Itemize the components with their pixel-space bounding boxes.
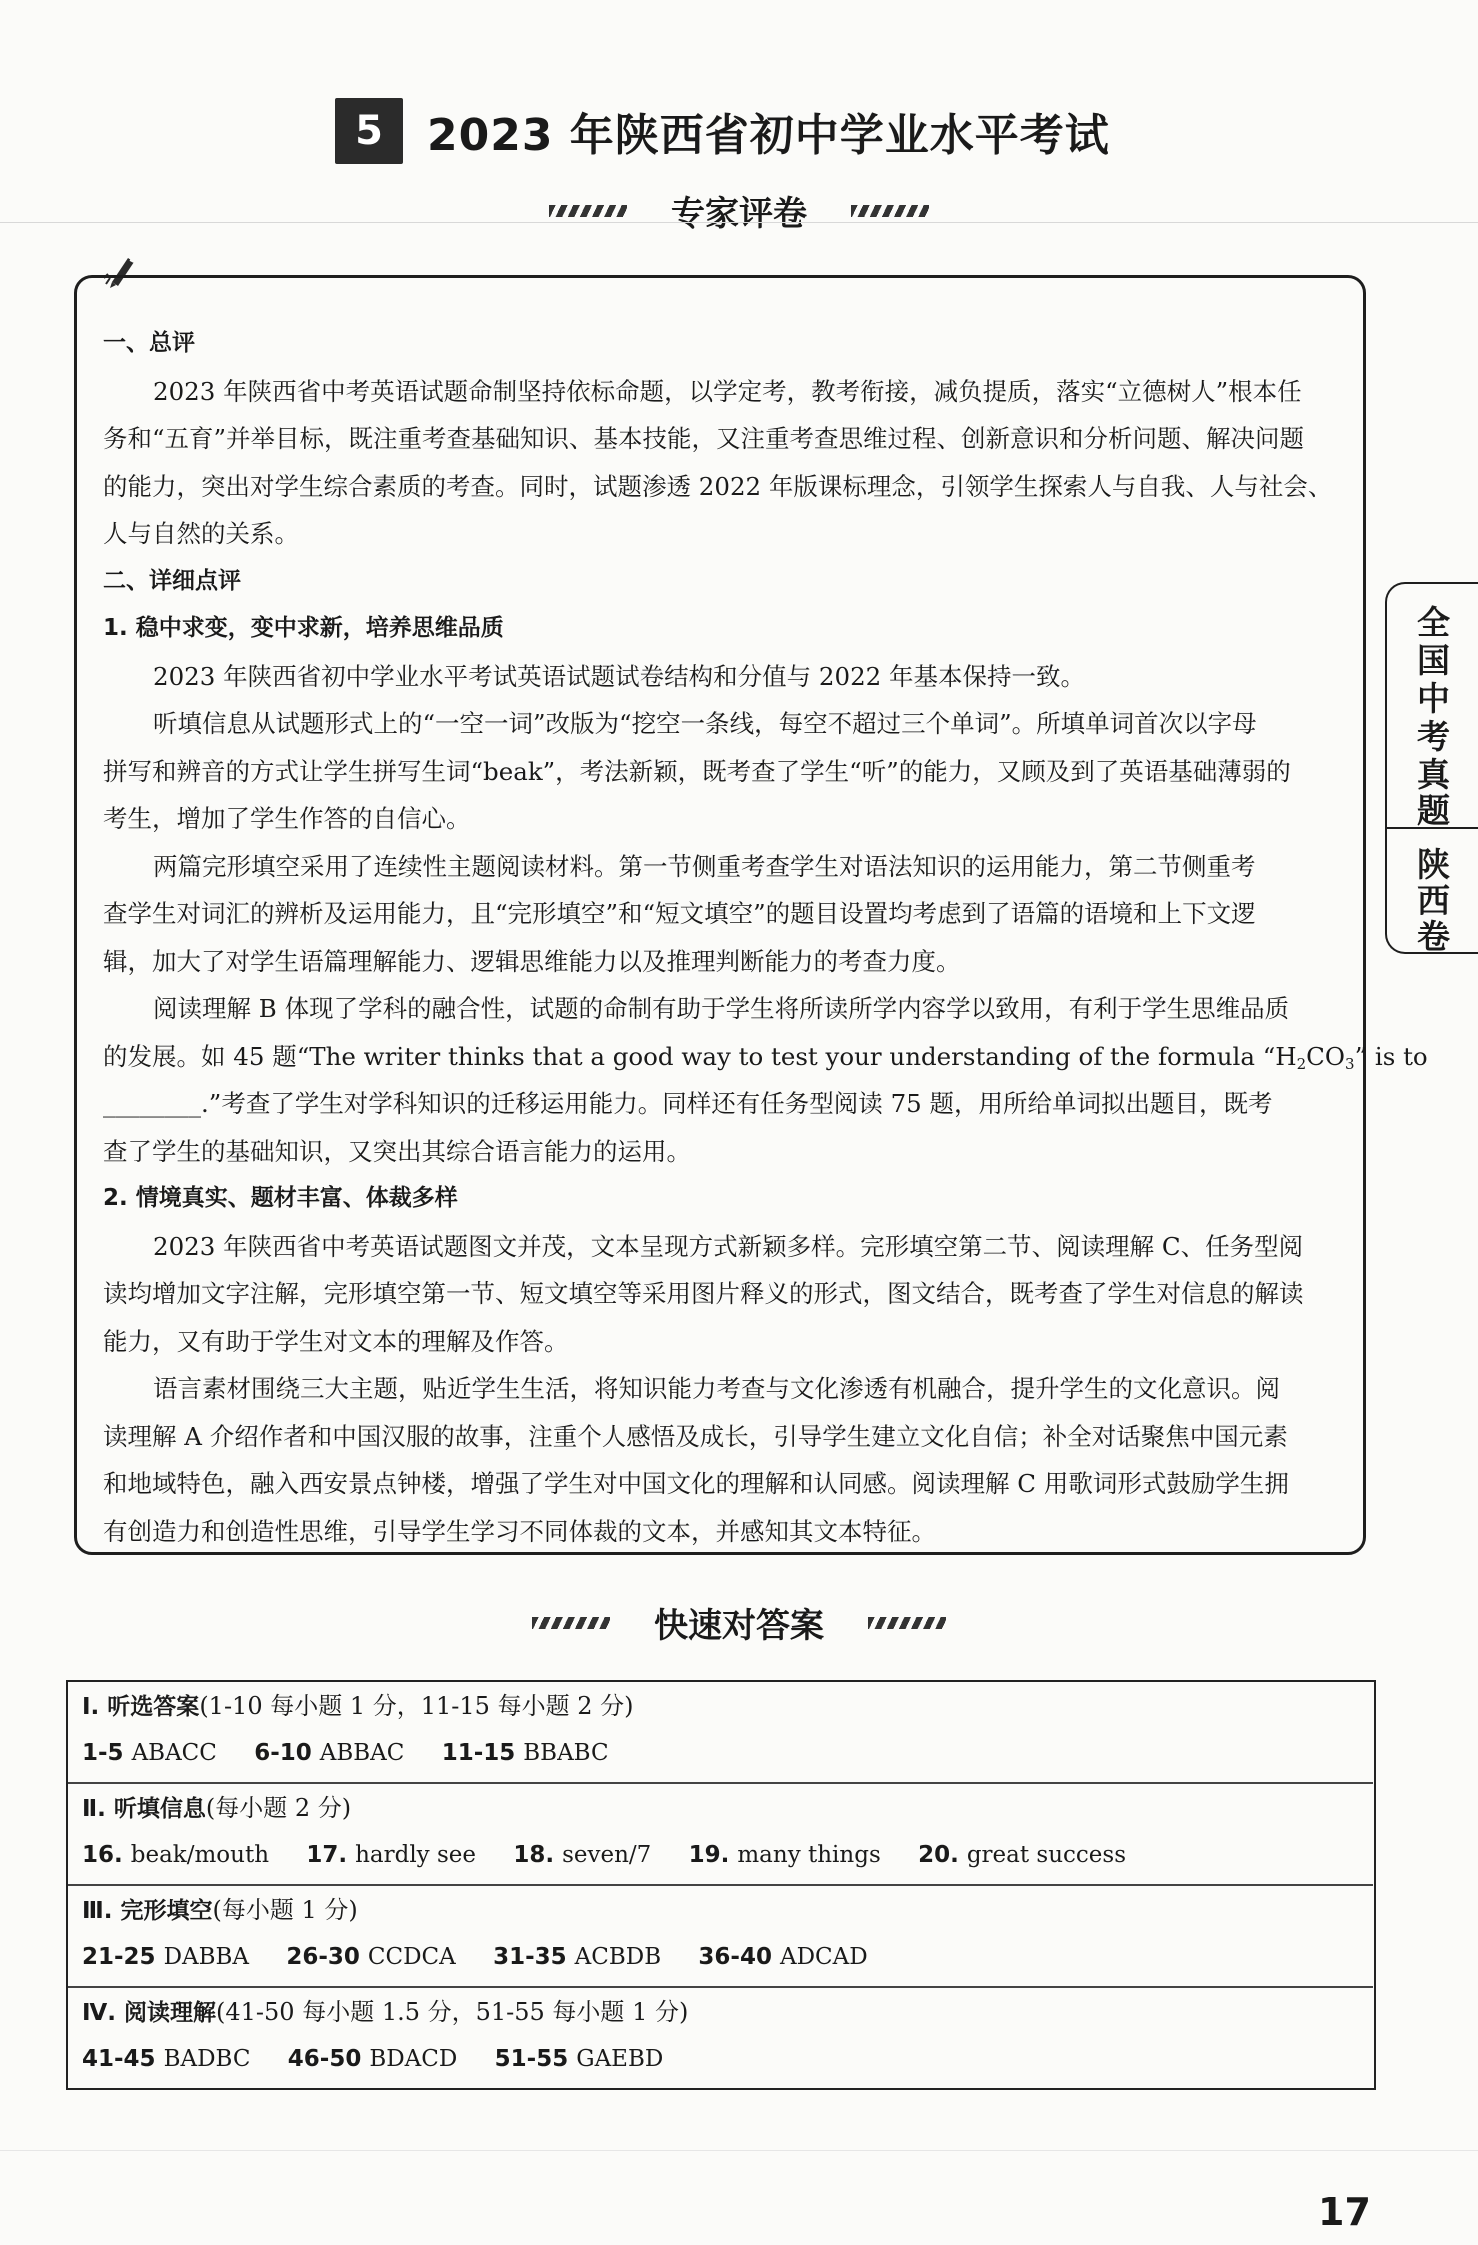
answer-range: 41-45 bbox=[82, 2046, 156, 2072]
decor-stripes-left bbox=[532, 1617, 610, 1629]
side-tab-char: 真 bbox=[1417, 755, 1450, 794]
review-text: 2023 年陕西省中考英语试题图文并茂，文本呈现方式新颖多样。完形填空第二节、阅读理解 C、任务型阅 bbox=[153, 1231, 1304, 1261]
answer-section-note: (1-10 每小题 1 分，11-15 每小题 2 分) bbox=[199, 1692, 634, 1720]
review-text: ” is to bbox=[1354, 1041, 1428, 1071]
review-text: 的能力，突出对学生综合素质的考查。同时，试题渗透 2022 年版课标理念，引领学生探索人与自我、人与社会、 bbox=[103, 471, 1333, 501]
review-text: 的发展。如 45 题“The writer thinks that a good way to test your understanding of the formula “H bbox=[103, 1041, 1297, 1071]
quick-answers-heading bbox=[0, 1598, 1478, 1647]
side-tab-char: 考 bbox=[1417, 717, 1450, 756]
review-text: 务和“五育”并举目标，既注重考查基础知识、基本技能，又注重考查思维过程、创新意识和分析问题、解决问题 bbox=[103, 424, 1305, 453]
answer-value: ADCAD bbox=[779, 1944, 868, 1970]
side-tab-char: 全 bbox=[1417, 603, 1450, 642]
expert-review-heading bbox=[0, 186, 1478, 235]
expert-review-box bbox=[74, 275, 1428, 1555]
chapter-header bbox=[335, 96, 1110, 166]
answer-section-listening-choice bbox=[68, 1682, 1373, 1776]
answer-range: 51-55 bbox=[494, 2046, 569, 2072]
review-text: 阅读理解 B 体现了学科的融合性，试题的命制有助于学生将所读所学内容学以致用，有利于学生思维品质 bbox=[153, 994, 1290, 1023]
side-tab-char: 题 bbox=[1417, 791, 1450, 830]
answer-range: 31-35 bbox=[493, 1944, 567, 1970]
answer-value: many things bbox=[737, 1842, 881, 1868]
answer-value: BBABC bbox=[523, 1740, 609, 1766]
side-tab bbox=[1385, 582, 1478, 954]
review-text: 语言素材围绕三大主题，贴近学生生活，将知识能力考查与文化渗透有机融合，提升学生的文化意识。阅 bbox=[153, 1374, 1280, 1403]
answer-range: 6-10 bbox=[254, 1740, 312, 1766]
answer-value: beak/mouth bbox=[130, 1842, 270, 1868]
review-text: 2023 年陕西省中考英语试题命制坚持依标命题，以学定考，教考衔接，减负提质，落实“立德树人”根本任 bbox=[153, 376, 1302, 406]
review-text: 查了学生的基础知识，又突出其综合语言能力的运用。 bbox=[103, 1136, 691, 1166]
answer-value: hardly see bbox=[355, 1842, 477, 1868]
side-tab-char: 国 bbox=[1417, 641, 1450, 680]
answer-range: 19. bbox=[688, 1842, 730, 1868]
review-text: 听填信息从试题形式上的“一空一词”改版为“挖空一条线，每空不超过三个单词”。所填单词首次以字母 bbox=[153, 709, 1257, 738]
answer-value: BADBC bbox=[163, 2046, 251, 2072]
decor-stripes-right bbox=[868, 1617, 946, 1629]
answer-range: 20. bbox=[918, 1842, 959, 1868]
answer-range: 18. bbox=[513, 1842, 555, 1868]
side-tab-char: 西 bbox=[1417, 881, 1450, 920]
answer-section-cloze bbox=[68, 1884, 1373, 1980]
answer-section-title: Ⅳ. 阅读理解 bbox=[82, 2000, 217, 2026]
answer-value: seven/7 bbox=[562, 1842, 652, 1868]
review-text: 辑，加大了对学生语篇理解能力、逻辑思维能力以及推理判断能力的考查力度。 bbox=[103, 946, 961, 976]
answer-section-title: Ⅱ. 听填信息 bbox=[82, 1796, 206, 1822]
answer-section-title: Ⅲ. 完形填空 bbox=[82, 1898, 213, 1924]
answer-value: DABBA bbox=[163, 1944, 250, 1970]
answer-value: ABBAC bbox=[319, 1740, 405, 1766]
review-text: 人与自然的关系。 bbox=[103, 519, 299, 548]
review-text-formula-line bbox=[103, 1033, 1428, 1081]
page-number: 17 bbox=[1318, 2190, 1371, 2234]
answer-value: BDACD bbox=[369, 2046, 458, 2072]
answer-range: 17. bbox=[306, 1842, 348, 1868]
side-tab-divider bbox=[1387, 827, 1478, 829]
answer-section-note: (41-50 每小题 1.5 分，51-55 每小题 1 分) bbox=[216, 1998, 689, 2026]
answer-range: 1-5 bbox=[82, 1740, 124, 1766]
review-text: 考生，增加了学生作答的自信心。 bbox=[103, 804, 471, 833]
review-text: 和地域特色，融入西安景点钟楼，增强了学生对中国文化的理解和认同感。阅读理解 C 用歌词形式鼓励学生拥 bbox=[103, 1469, 1289, 1498]
answer-range: 16. bbox=[82, 1842, 123, 1868]
side-tab-char: 卷 bbox=[1417, 917, 1450, 956]
review-text: 读均增加文字注解，完形填空第一节、短文填空等采用图片释义的形式，图文结合，既考查了学生对信息的解读 bbox=[103, 1279, 1304, 1308]
answer-table bbox=[66, 1680, 1376, 2090]
side-tab-char: 陕 bbox=[1417, 845, 1450, 884]
review-text: 2023 年陕西省初中学业水平考试英语试题试卷结构和分值与 2022 年基本保持一致。 bbox=[153, 661, 1086, 691]
answer-section-note: (每小题 2 分) bbox=[205, 1794, 352, 1822]
footer-divider bbox=[0, 2150, 1478, 2151]
answer-value: ABACC bbox=[131, 1740, 217, 1766]
answer-range: 36-40 bbox=[698, 1944, 772, 1970]
formula-subscript: 3 bbox=[1345, 1054, 1355, 1073]
side-tab-char: 中 bbox=[1417, 679, 1450, 718]
header-divider bbox=[0, 222, 1478, 223]
quick-answers-title: 快速对答案 bbox=[654, 1606, 824, 1646]
answer-section-listening-fill bbox=[68, 1782, 1373, 1878]
review-text: 能力，又有助于学生对文本的理解及作答。 bbox=[103, 1326, 569, 1356]
review-text: 两篇完形填空采用了连续性主题阅读材料。第一节侧重考查学生对语法知识的运用能力，第二节侧重考 bbox=[153, 851, 1256, 881]
decor-stripes-left bbox=[549, 205, 627, 217]
review-heading-detail: 二、详细点评 bbox=[103, 567, 241, 594]
review-text: ________.”考查了学生对学科知识的迁移运用能力。同样还有任务型阅读 75 题，用所给单词拟出题目，既考 bbox=[103, 1089, 1273, 1118]
review-subheading-1: 1. 稳中求变，变中求新，培养思维品质 bbox=[103, 615, 504, 641]
expert-review-title: 专家评卷 bbox=[671, 194, 807, 234]
review-heading-overall: 一、总评 bbox=[103, 330, 195, 356]
answer-value: GAEBD bbox=[576, 2046, 664, 2072]
answer-range: 21-25 bbox=[82, 1944, 156, 1970]
answer-range: 11-15 bbox=[441, 1740, 516, 1766]
answer-value: CCDCA bbox=[367, 1944, 456, 1970]
review-text: 有创造力和创造性思维，引导学生学习不同体裁的文本，并感知其文本特征。 bbox=[103, 1516, 936, 1546]
review-subheading-2: 2. 情境真实、题材丰富、体裁多样 bbox=[103, 1185, 458, 1211]
chapter-title: 2023 年陕西省初中学业水平考试 bbox=[427, 110, 1110, 161]
answer-value: ACBDB bbox=[574, 1944, 662, 1970]
formula-text: CO bbox=[1306, 1041, 1346, 1071]
chapter-number: 5 bbox=[335, 98, 403, 164]
answer-section-reading bbox=[68, 1986, 1373, 2082]
formula-subscript: 2 bbox=[1296, 1054, 1307, 1073]
answer-section-note: (每小题 1 分) bbox=[212, 1896, 358, 1924]
decor-stripes-right bbox=[851, 205, 929, 217]
answer-section-title: Ⅰ. 听选答案 bbox=[82, 1694, 200, 1720]
review-text: 查学生对词汇的辨析及运用能力，且“完形填空”和“短文填空”的题目设置均考虑到了语篇的语境和上下文逻 bbox=[103, 899, 1256, 928]
answer-value: great success bbox=[966, 1842, 1127, 1868]
answer-range: 26-30 bbox=[286, 1944, 360, 1970]
answer-range: 46-50 bbox=[287, 2046, 362, 2072]
review-text: 拼写和辨音的方式让学生拼写生词“beak”，考法新颖，既考查了学生“听”的能力，又顾及到了英语基础薄弱的 bbox=[103, 756, 1291, 786]
review-text: 读理解 A 介绍作者和中国汉服的故事，注重个人感悟及成长，引导学生建立文化自信；补全对话聚焦中国元素 bbox=[103, 1421, 1288, 1451]
